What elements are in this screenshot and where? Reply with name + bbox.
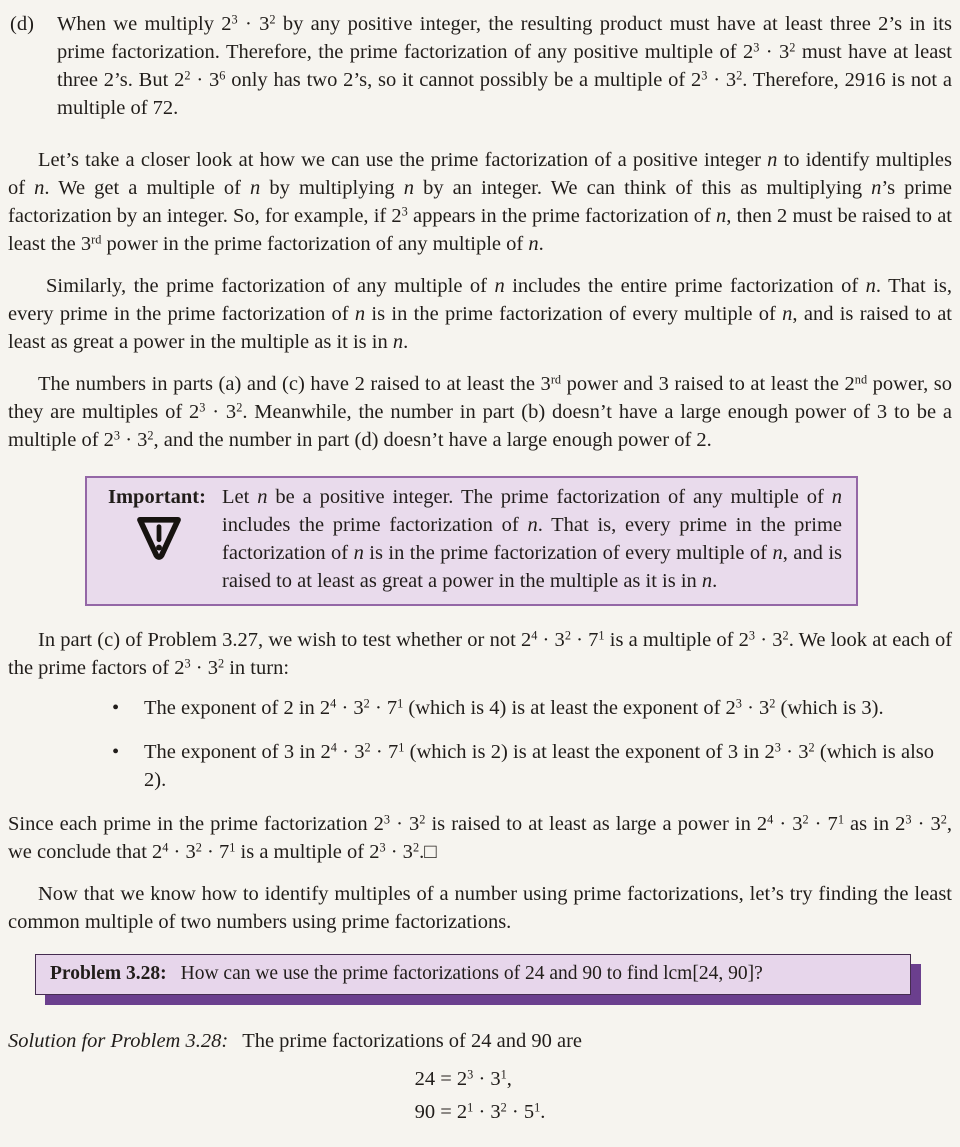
important-box (85, 476, 858, 606)
solution-intro (8, 1027, 952, 1055)
paragraph-now-that: Now that we know how to identify multiples of a number using prime factorizations, let’s try finding the least common multiple of two numbers using prime factorizations. (8, 883, 952, 933)
important-box-left-column (87, 483, 222, 595)
solution-label: Solution for Problem 3.28: (8, 1030, 229, 1052)
problem-label: Problem 3.28: (50, 963, 167, 984)
bullet-item-exponent-2 (8, 694, 952, 722)
problem-box (35, 954, 911, 995)
important-text: Let n be a positive integer. The prime factorization of any multiple of n includes the prime factorization of n. That is, every prime in the prime factorization of n is in the prime factorization of every multiple of n, and is raised to at least as great a power in the multiple as it is in n. (222, 486, 842, 592)
equation-24: $24 = 2^3 \cdot 3^1$, (414, 1067, 512, 1090)
part-d-item (8, 10, 952, 122)
equation-90: $90 = 2^1 \cdot 3^2 \cdot 5^1$. (414, 1100, 546, 1123)
part-d-label: (d) (10, 13, 34, 35)
paragraph-in-part-c: In part (c) of Problem 3.27, we wish to test whether or not $2^4 \cdot 3^2 \cdot 7^1$ is a multiple of $2^3 \cdot 3^2$. We look at each of the prime factors of $2^3 \cdot 3^2$ in turn: (8, 628, 953, 679)
bullet-icon: • (112, 741, 120, 763)
equation-group (415, 1063, 546, 1129)
important-label: Important: (108, 486, 206, 508)
bullet-icon: • (112, 697, 120, 719)
solution-intro-text: The prime factorizations of 24 and 90 are (242, 1030, 583, 1052)
part-d-text: When we multiply $2^3 \cdot 3^2$ by any positive integer, the resulting product must have at least three 2’s in its prime factorization. Therefore, the prime factorization of any positive multiple of $2^3 \cdot 3^2$ must have at least three 2’s. But $2^2 \cdot 3^6$ only has two 2’s, so it cannot possibly be a multiple of $2^3 \cdot 3^2$. Therefore, 2916 is not a multiple of 72. (57, 12, 953, 119)
paragraph-closer-look: Let’s take a closer look at how we can use the prime factorization of a positive integer n to identify multiples of n. We get a multiple of n by multiplying n by an integer. We can think of this as multiplying n’s prime factorization by an integer. So, for example, if $2^3$ appears in the prime factorization of n, then 2 must be raised to at least the 3rd power in the prime factorization of any multiple of n. (8, 149, 952, 255)
equation-block (8, 1063, 952, 1129)
bullet-item-exponent-3 (8, 738, 952, 794)
bullet-text-exponent-3: The exponent of 3 in $2^4 \cdot 3^2 \cdot 7^1$ (which is 2) is at least the exponent of 3 in $2^3 \cdot 3^2$ (which is also 2). (144, 740, 935, 791)
warning-exclamation-icon (133, 515, 185, 561)
problem-text: How can we use the prime factorizations of 24 and 90 to find lcm[24, 90]? (180, 963, 763, 984)
paragraph-similarly: Similarly, the prime factorization of any multiple of n includes the entire prime factorization of n. That is, every prime in the prime factorization of n is in the prime factorization of every multiple of n, and is raised to at least as great a power in the multiple as it is in n. (8, 275, 952, 353)
paragraph-since-each-prime: Since each prime in the prime factorization $2^3 \cdot 3^2$ is raised to at least as large a power in $2^4 \cdot 3^2 \cdot 7^1$ as in $2^3 \cdot 3^2$, we conclude that $2^4 \cdot 3^2 \cdot 7^1$ is a multiple of $2^3$ · $3^2.□$ (8, 812, 953, 863)
paragraph-numbers-in-parts: The numbers in parts (a) and (c) have 2 raised to at least the 3rd power and 3 raised to at least the 2nd power, so they are multiples of $2^3 \cdot 3^2$. Meanwhile, the number in part (b) doesn’t have a large enough power of 3 to be a multiple of $2^3 \cdot 3^2$, and the number in part (d) doesn’t have a large enough power of 2. (8, 372, 953, 451)
bullet-text-exponent-2: The exponent of 2 in $2^4 \cdot 3^2 \cdot 7^1$ (which is 4) is at least the exponent of $2^3 \cdot 3^2$ (which is 3). (144, 696, 884, 719)
